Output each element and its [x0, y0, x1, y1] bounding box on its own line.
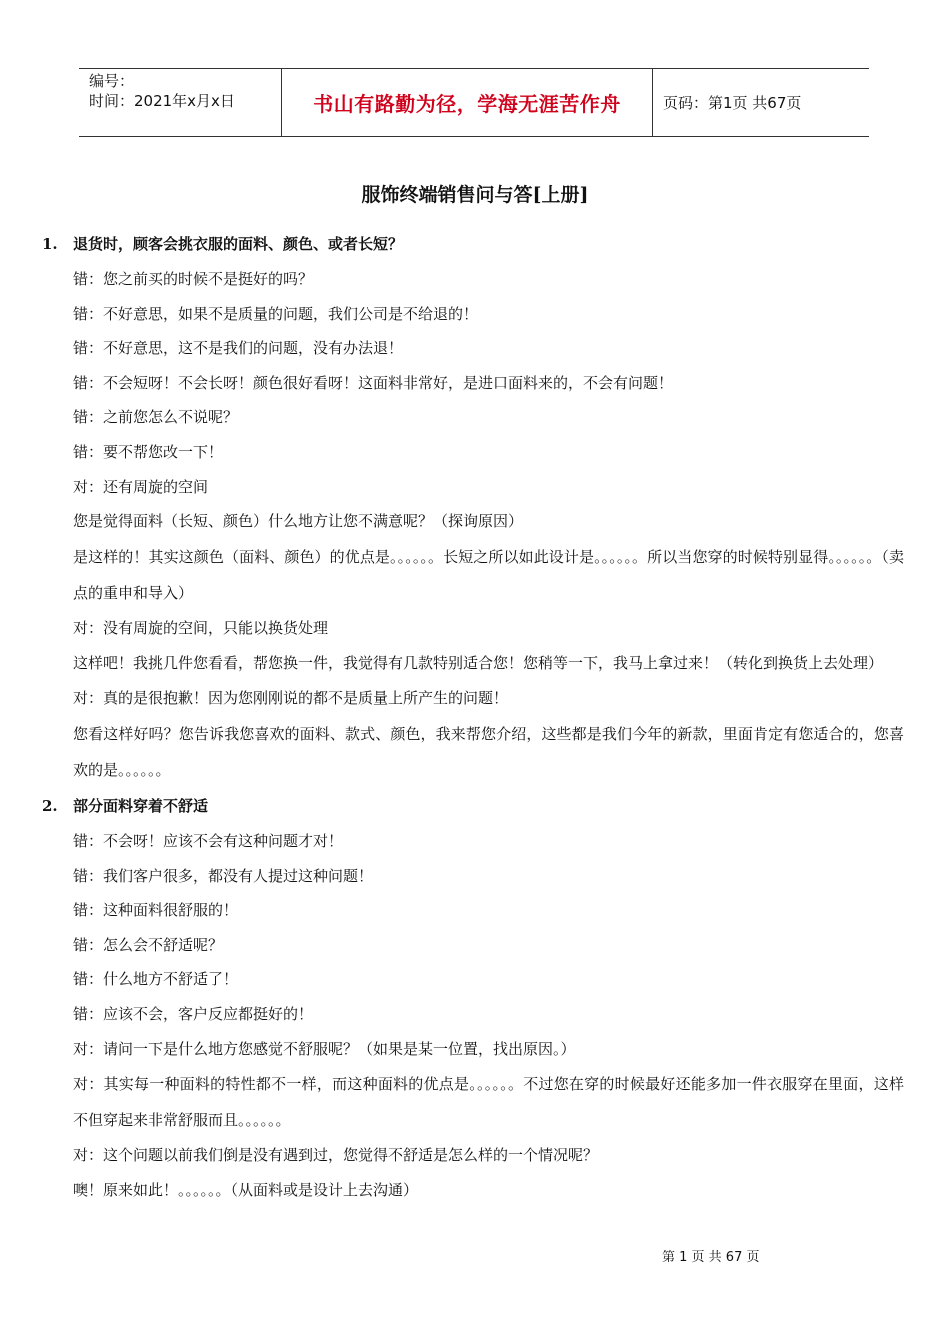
- question-number: 2.: [42, 796, 58, 815]
- answer-paragraph: 是这样的！其实这颜色（面料、颜色）的优点是。。。。。。长短之所以如此设计是。。。。。。所以当您穿的时候特别显得。。。。。。（卖点的重申和导入）: [73, 547, 904, 602]
- answer-line: 对：还有周旋的空间: [73, 477, 209, 496]
- answer-paragraph: 这样吧！我挑几件您看看，帮您换一件，我觉得有几款特别适合您！您稍等一下，我马上拿过来！（转化到换货上去处理）: [73, 654, 884, 673]
- answer-line: 错：我们客户很多，都没有人提过这种问题！: [73, 866, 374, 885]
- date-label: 时间：2021年x月x日: [89, 92, 235, 110]
- section-question: [42, 788, 904, 824]
- answer-paragraph: 您看这样好吗？您告诉我您喜欢的面料、款式、颜色，我来帮您介绍，这些都是我们今年的新款，里面肯定有您适合的，您喜欢的是。。。。。。: [73, 724, 904, 779]
- document-header: [79, 68, 869, 137]
- page-footer: 第 1 页 共 67 页: [662, 1250, 760, 1265]
- answer-line: 错：不会短呀！不会长呀！颜色很好看呀！这面料非常好，是进口面料来的，不会有问题！: [73, 373, 674, 392]
- question-number: 1.: [42, 235, 58, 253]
- answer-line: 错：应该不会，客户反应都挺好的！: [73, 1004, 314, 1023]
- answer-line: 错：您之前买的时候不是挺好的吗？: [73, 270, 314, 288]
- answer-line: 错：怎么会不舒适呢？: [73, 935, 224, 954]
- answer-line: 错：不会呀！应该不会有这种问题才对！: [73, 831, 344, 850]
- question-text: 部分面料穿着不舒适: [73, 796, 209, 815]
- answer-line: 错：这种面料很舒服的！: [73, 901, 239, 920]
- question-text: 退货时，顾客会挑衣服的面料、颜色、或者长短？: [73, 235, 404, 253]
- answer-line: 错：之前您怎么不说呢？: [73, 408, 239, 427]
- number-label: 编号：: [89, 72, 135, 90]
- answer-line: 对：请问一下是什么地方您感觉不舒服呢？（如果是某一位置，找出原因。）: [73, 1039, 576, 1058]
- document-body: [42, 226, 904, 1207]
- answer-line: 错：不好意思，如果不是质量的问题，我们公司是不给退的！: [73, 304, 479, 323]
- header-motto-cell: [281, 69, 653, 136]
- answer-paragraph: 对：其实每一种面料的特性都不一样，而这种面料的优点是。。。。。。不过您在穿的时候最好还能多加一件衣服穿在里面，这样不但穿起来非常舒服而且。。。。。。: [73, 1075, 904, 1130]
- answer-line: 错：什么地方不舒适了！: [73, 970, 239, 989]
- answer-line: 对：没有周旋的空间，只能以换货处理: [73, 618, 329, 637]
- header-page-cell: [653, 69, 869, 136]
- answer-line: 噢！原来如此！。。。。。。（从面料或是设计上去沟通）: [73, 1180, 419, 1199]
- answer-line: 对：真的是很抱歉！因为您刚刚说的都不是质量上所产生的问题！: [73, 689, 509, 708]
- answer-line: 对：这个问题以前我们倒是没有遇到过，您觉得不舒适是怎么样的一个情况呢？: [73, 1146, 599, 1165]
- document-title: 服饰终端销售问与答[上册]: [361, 184, 589, 206]
- answer-line: 错：要不帮您改一下！: [73, 442, 224, 461]
- answer-line: 您是觉得面料（长短、颜色）什么地方让您不满意呢？（探询原因）: [73, 512, 524, 531]
- section-question: [42, 226, 904, 262]
- motto-text: 书山有路勤为径，学海无涯苦作舟: [313, 92, 621, 116]
- answer-line: 错：不好意思，这不是我们的问题，没有办法退！: [73, 339, 404, 358]
- header-meta-cell: [79, 69, 281, 136]
- page-info: 页码：第1页 共67页: [663, 94, 802, 112]
